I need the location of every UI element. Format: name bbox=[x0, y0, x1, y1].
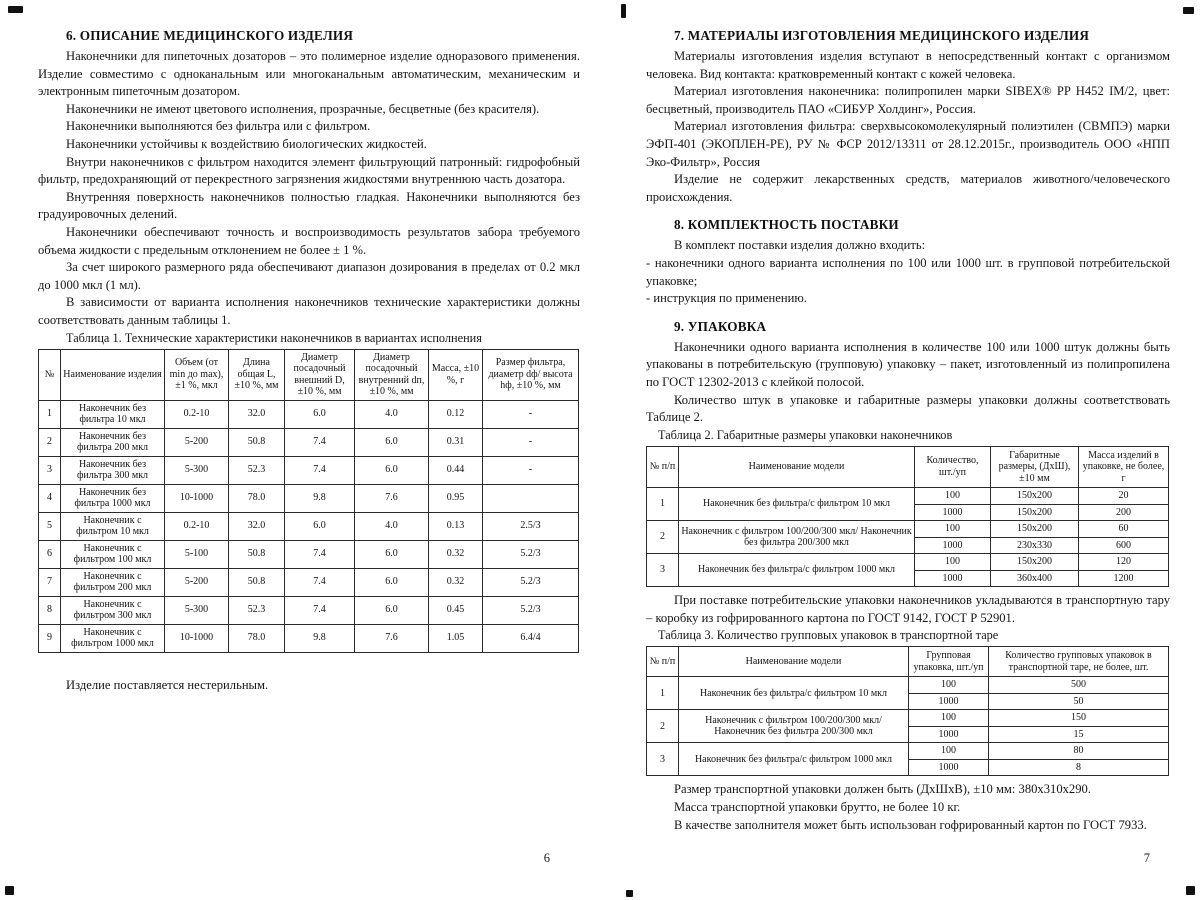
table-cell: 150 bbox=[989, 710, 1169, 727]
table-cell: 4 bbox=[39, 484, 61, 512]
column-header: Размер фильтра, диаметр dф/ высота hф, ±10 %, мм bbox=[483, 349, 579, 400]
table-row bbox=[39, 568, 579, 596]
table-cell: 5.2/3 bbox=[483, 568, 579, 596]
table-cell: 60 bbox=[1079, 521, 1169, 538]
table-cell: 78.0 bbox=[229, 624, 285, 652]
table-cell: 500 bbox=[989, 677, 1169, 694]
table-3-transport-packaging bbox=[646, 646, 1169, 776]
table-cell: 1200 bbox=[1079, 570, 1169, 587]
paragraph: В зависимости от варианта исполнения наконечников технические характеристики должны соответствовать данным таблицы 1. bbox=[38, 295, 580, 327]
column-header: Наименование модели bbox=[679, 446, 915, 488]
table-cell: 1 bbox=[647, 677, 679, 710]
table-cell: 0.44 bbox=[429, 456, 483, 484]
table-cell: 50.8 bbox=[229, 428, 285, 456]
table-cell: 4.0 bbox=[355, 400, 429, 428]
table-cell: 9 bbox=[39, 624, 61, 652]
column-header: Диаметр посадочный внутренний dп, ±10 %, мм bbox=[355, 349, 429, 400]
table-cell: 8 bbox=[39, 596, 61, 624]
column-header: Групповая упаковка, шт./уп bbox=[909, 647, 989, 677]
table-cell: Наконечник без фильтра/с фильтром 1000 мкл bbox=[679, 743, 909, 776]
sterility-note: Изделие поставляется нестерильным. bbox=[66, 677, 269, 692]
table-cell: 50.8 bbox=[229, 568, 285, 596]
table-row bbox=[647, 554, 1169, 571]
table-cell: 1.05 bbox=[429, 624, 483, 652]
table-cell: 80 bbox=[989, 743, 1169, 760]
table-row bbox=[647, 710, 1169, 727]
table-cell: Наконечник без фильтра/с фильтром 10 мкл bbox=[679, 488, 915, 521]
column-header: Длина общая L, ±10 %, мм bbox=[229, 349, 285, 400]
table-cell: 32.0 bbox=[229, 512, 285, 540]
table-cell: 7.4 bbox=[285, 456, 355, 484]
scan-artifact bbox=[5, 886, 14, 895]
table-cell: 5-200 bbox=[165, 568, 229, 596]
table-cell: 2.5/3 bbox=[483, 512, 579, 540]
paragraph: Наконечники выполняются без фильтра или с фильтром. bbox=[66, 119, 371, 134]
table-cell: 6.0 bbox=[355, 540, 429, 568]
table-1-tip-specs bbox=[38, 349, 579, 653]
paragraph: Количество штук в упаковке и габаритные размеры упаковки должны соответствовать Таблице 2. bbox=[646, 392, 1170, 425]
table-row bbox=[39, 484, 579, 512]
table-2-package-dimensions bbox=[646, 446, 1169, 588]
table-cell: 3 bbox=[647, 743, 679, 776]
column-header: Диаметр посадочный внешний D, ±10 %, мм bbox=[285, 349, 355, 400]
paragraph: Размер транспортной упаковки должен быть (ДхШхВ), ±10 мм: 380х310х290. bbox=[674, 782, 1091, 797]
scan-artifact bbox=[621, 4, 626, 18]
table-row bbox=[647, 677, 1169, 694]
table-row bbox=[647, 521, 1169, 538]
table-row bbox=[39, 540, 579, 568]
table-cell: 1 bbox=[647, 488, 679, 521]
table-row bbox=[39, 512, 579, 540]
column-header: Объем (от min до max), ±1 %, мкл bbox=[165, 349, 229, 400]
section-heading-packaging: 9. УПАКОВКА bbox=[674, 318, 767, 334]
table-cell: Наконечник без фильтра 1000 мкл bbox=[61, 484, 165, 512]
table-cell: 78.0 bbox=[229, 484, 285, 512]
paragraph: Материалы изготовления изделия вступают в непосредственный контакт с организмом человека. Вид контакта: кратковременный контакт с кожей человека. bbox=[646, 49, 1170, 81]
column-header: Количество, шт./уп bbox=[915, 446, 991, 488]
table-cell: 7.4 bbox=[285, 596, 355, 624]
table-row bbox=[39, 428, 579, 456]
table-cell: 5-200 bbox=[165, 428, 229, 456]
table-cell: 20 bbox=[1079, 488, 1169, 505]
paragraph: Наконечники одного варианта исполнения в количестве 100 или 1000 штук должны быть упакованы в потребительскую (групповую) упаковку – пакет, изготовленный из полипропилена по ГОСТ 12302-2013 с клейкой полосой. bbox=[646, 339, 1170, 389]
table-cell: - bbox=[483, 428, 579, 456]
paragraph: Наконечники не имеют цветового исполнения, прозрачные, бесцветные (без красителя). bbox=[66, 101, 540, 116]
table-cell: 1000 bbox=[915, 570, 991, 587]
section-heading-description: 6. ОПИСАНИЕ МЕДИЦИНСКОГО ИЗДЕЛИЯ bbox=[66, 28, 354, 43]
table-cell: 100 bbox=[915, 554, 991, 571]
list-item: - инструкция по применению. bbox=[646, 291, 807, 306]
table-cell: Наконечник без фильтра 200 мкл bbox=[61, 428, 165, 456]
table-cell: 5-300 bbox=[165, 456, 229, 484]
table-row bbox=[647, 743, 1169, 760]
table-cell: 5-100 bbox=[165, 540, 229, 568]
table-cell: 0.32 bbox=[429, 568, 483, 596]
table-cell: Наконечник с фильтром 300 мкл bbox=[61, 596, 165, 624]
table-cell: 150х200 bbox=[991, 504, 1079, 521]
table-cell: 0.2-10 bbox=[165, 400, 229, 428]
scan-artifact bbox=[1183, 7, 1194, 14]
section-heading-materials: 7. МАТЕРИАЛЫ ИЗГОТОВЛЕНИЯ МЕДИЦИНСКОГО ИЗДЕЛИЯ bbox=[674, 28, 1090, 43]
table-header-row bbox=[647, 647, 1169, 677]
table-cell: 100 bbox=[915, 521, 991, 538]
table-cell: 7.4 bbox=[285, 540, 355, 568]
page-7 bbox=[600, 0, 1200, 900]
table-cell: 100 bbox=[915, 488, 991, 505]
table-cell: Наконечник с фильтром 1000 мкл bbox=[61, 624, 165, 652]
table-header-row bbox=[39, 349, 579, 400]
paragraph: Внутри наконечников с фильтром находится элемент фильтрующий патронный: гидрофобный фильтр, предохраняющий от перекрестного загрязнения жидкостями внутреннюю часть дозатора. bbox=[38, 154, 580, 187]
column-header: № bbox=[39, 349, 61, 400]
table-cell: 50 bbox=[989, 693, 1169, 710]
table-cell: 1000 bbox=[909, 726, 989, 743]
table-cell: 15 bbox=[989, 726, 1169, 743]
paragraph: Материал изготовления фильтра: сверхвысокомолекулярный полиэтилен (СВМПЭ) марки ЭФП-401 (ЭКОПЛЕН-РЕ), РУ № ФСР 2012/13311 от 28.12.2015г., производитель ООО «НПП Эко-Фильтр», Россия bbox=[646, 119, 1170, 169]
table-cell: 6.0 bbox=[285, 400, 355, 428]
table-cell: 9.8 bbox=[285, 484, 355, 512]
table-cell: 0.13 bbox=[429, 512, 483, 540]
table-cell: 9.8 bbox=[285, 624, 355, 652]
table-cell: 2 bbox=[647, 710, 679, 743]
table-row bbox=[647, 488, 1169, 505]
table-cell: 100 bbox=[909, 743, 989, 760]
table-cell: Наконечник с фильтром 200 мкл bbox=[61, 568, 165, 596]
paragraph: В комплект поставки изделия должно входить: bbox=[674, 238, 926, 253]
table-cell: Наконечник без фильтра 300 мкл bbox=[61, 456, 165, 484]
table-cell: Наконечник с фильтром 100/200/300 мкл/ Наконечник без фильтра 200/300 мкл bbox=[679, 710, 909, 743]
table-cell: 150х200 bbox=[991, 521, 1079, 538]
table-cell: 7.6 bbox=[355, 624, 429, 652]
table-cell: 6.0 bbox=[285, 512, 355, 540]
column-header: Количество групповых упаковок в транспортной таре, не более, шт. bbox=[989, 647, 1169, 677]
table-cell: Наконечник без фильтра/с фильтром 1000 мкл bbox=[679, 554, 915, 587]
table-row bbox=[39, 400, 579, 428]
table-cell: Наконечник с фильтром 100/200/300 мкл/ Наконечник без фильтра 200/300 мкл bbox=[679, 521, 915, 554]
page-number: 6 bbox=[543, 851, 550, 865]
table-cell: 6.0 bbox=[355, 596, 429, 624]
table-cell: 7 bbox=[39, 568, 61, 596]
table-cell: 200 bbox=[1079, 504, 1169, 521]
table-cell: 52.3 bbox=[229, 596, 285, 624]
table-cell: 6.4/4 bbox=[483, 624, 579, 652]
table-cell: 7.4 bbox=[285, 568, 355, 596]
table-cell: Наконечник без фильтра 10 мкл bbox=[61, 400, 165, 428]
table-cell: 3 bbox=[647, 554, 679, 587]
table-cell: Наконечник без фильтра/с фильтром 10 мкл bbox=[679, 677, 909, 710]
table-cell: 5-300 bbox=[165, 596, 229, 624]
column-header: Наименование модели bbox=[679, 647, 909, 677]
table-cell: 32.0 bbox=[229, 400, 285, 428]
table-cell: 52.3 bbox=[229, 456, 285, 484]
paragraph: Изделие не содержит лекарственных средств, материалов животного/человеческого происхождения. bbox=[646, 172, 1170, 204]
page-number: 7 bbox=[1143, 851, 1150, 865]
table-cell: 1000 bbox=[915, 537, 991, 554]
scan-artifact bbox=[1186, 886, 1195, 895]
column-header: Масса изделий в упаковке, не более, г bbox=[1079, 446, 1169, 488]
table-cell: 150х200 bbox=[991, 554, 1079, 571]
table-cell: Наконечник с фильтром 100 мкл bbox=[61, 540, 165, 568]
table-cell: 120 bbox=[1079, 554, 1169, 571]
table-cell: Наконечник с фильтром 10 мкл bbox=[61, 512, 165, 540]
table-cell: 0.45 bbox=[429, 596, 483, 624]
paragraph: Материал изготовления наконечника: полипропилен марки SIBEX® PP H452 IM/2, цвет: бесцветный, производитель ПАО «СИБУР Холдинг», Россия. bbox=[646, 84, 1170, 116]
table-cell: 6 bbox=[39, 540, 61, 568]
paragraph: При поставке потребительские упаковки наконечников укладываются в транспортную тару – коробку из гофрированного картона по ГОСТ 9142, ГОСТ Р 52901. bbox=[646, 593, 1170, 625]
table-cell: 10-1000 bbox=[165, 484, 229, 512]
column-header: Масса, ±10 %, г bbox=[429, 349, 483, 400]
table-cell: 6.0 bbox=[355, 428, 429, 456]
table-cell: 50.8 bbox=[229, 540, 285, 568]
table-cell bbox=[483, 484, 579, 512]
table-cell: 4.0 bbox=[355, 512, 429, 540]
table-cell: 0.32 bbox=[429, 540, 483, 568]
column-header: Габаритные размеры, (ДхШ), ±10 мм bbox=[991, 446, 1079, 488]
table-row bbox=[39, 456, 579, 484]
paragraph: За счет широкого размерного ряда обеспечивают диапазон дозирования в пределах от 0.2 мкл до 1000 мкл (1 мл). bbox=[38, 260, 580, 292]
table-cell: 7.4 bbox=[285, 428, 355, 456]
table-cell: 2 bbox=[39, 428, 61, 456]
paragraph: Наконечники для пипеточных дозаторов – это полимерное изделие одноразового применения. Изделие совместимо с одноканальным или многоканальным автоматическим, механическим и электронным пипеточным дозатором. bbox=[38, 49, 580, 99]
table-cell: 1000 bbox=[909, 693, 989, 710]
paragraph: В качестве заполнителя может быть использован гофрированный картон по ГОСТ 7933. bbox=[674, 817, 1147, 832]
table-header-row bbox=[647, 446, 1169, 488]
table-cell: 5 bbox=[39, 512, 61, 540]
table3-caption: Таблица 3. Количество групповых упаковок в транспортной таре bbox=[658, 628, 999, 643]
table-cell: 100 bbox=[909, 710, 989, 727]
paragraph: Наконечники обеспечивают точность и воспроизводимость результатов забора требуемого объема жидкости с предельным отклонением не более ± 1 %. bbox=[38, 224, 580, 257]
table-cell: 3 bbox=[39, 456, 61, 484]
table-row bbox=[39, 596, 579, 624]
paragraph: Масса транспортной упаковки брутто, не более 10 кг. bbox=[674, 799, 961, 814]
table-cell: 5.2/3 bbox=[483, 540, 579, 568]
table-cell: 6.0 bbox=[355, 568, 429, 596]
section-heading-delivery-set: 8. КОМПЛЕКТНОСТЬ ПОСТАВКИ bbox=[674, 217, 899, 233]
table2-caption: Таблица 2. Габаритные размеры упаковки наконечников bbox=[658, 427, 953, 442]
column-header: Наименование изделия bbox=[61, 349, 165, 400]
paragraph: Наконечники устойчивы к воздействию биологических жидкостей. bbox=[66, 136, 427, 151]
table-cell: - bbox=[483, 400, 579, 428]
table1-caption: Таблица 1. Технические характеристики наконечников в вариантах исполнения bbox=[66, 330, 482, 345]
table-row bbox=[39, 624, 579, 652]
table-cell: 10-1000 bbox=[165, 624, 229, 652]
table-cell: - bbox=[483, 456, 579, 484]
table-cell: 1000 bbox=[915, 504, 991, 521]
table-cell: 0.12 bbox=[429, 400, 483, 428]
table-cell: 6.0 bbox=[355, 456, 429, 484]
table-cell: 7.6 bbox=[355, 484, 429, 512]
table-cell: 230х330 bbox=[991, 537, 1079, 554]
table-cell: 2 bbox=[647, 521, 679, 554]
paragraph: Внутренняя поверхность наконечников полностью гладкая. Наконечники выполняются без градуировочных делений. bbox=[38, 189, 580, 222]
table-cell: 0.95 bbox=[429, 484, 483, 512]
table-cell: 5.2/3 bbox=[483, 596, 579, 624]
table-cell: 150х200 bbox=[991, 488, 1079, 505]
table-cell: 1000 bbox=[909, 759, 989, 776]
table-cell: 8 bbox=[989, 759, 1169, 776]
list-item: - наконечники одного варианта исполнения по 100 или 1000 шт. в групповой потребительской упаковке; bbox=[646, 255, 1170, 288]
column-header: № п/п bbox=[647, 446, 679, 488]
table-cell: 600 bbox=[1079, 537, 1169, 554]
table-cell: 1 bbox=[39, 400, 61, 428]
column-header: № п/п bbox=[647, 647, 679, 677]
table-cell: 0.2-10 bbox=[165, 512, 229, 540]
table-cell: 100 bbox=[909, 677, 989, 694]
scan-artifact bbox=[8, 6, 23, 13]
table-cell: 0.31 bbox=[429, 428, 483, 456]
scan-artifact bbox=[626, 890, 633, 897]
table-cell: 360х400 bbox=[991, 570, 1079, 587]
